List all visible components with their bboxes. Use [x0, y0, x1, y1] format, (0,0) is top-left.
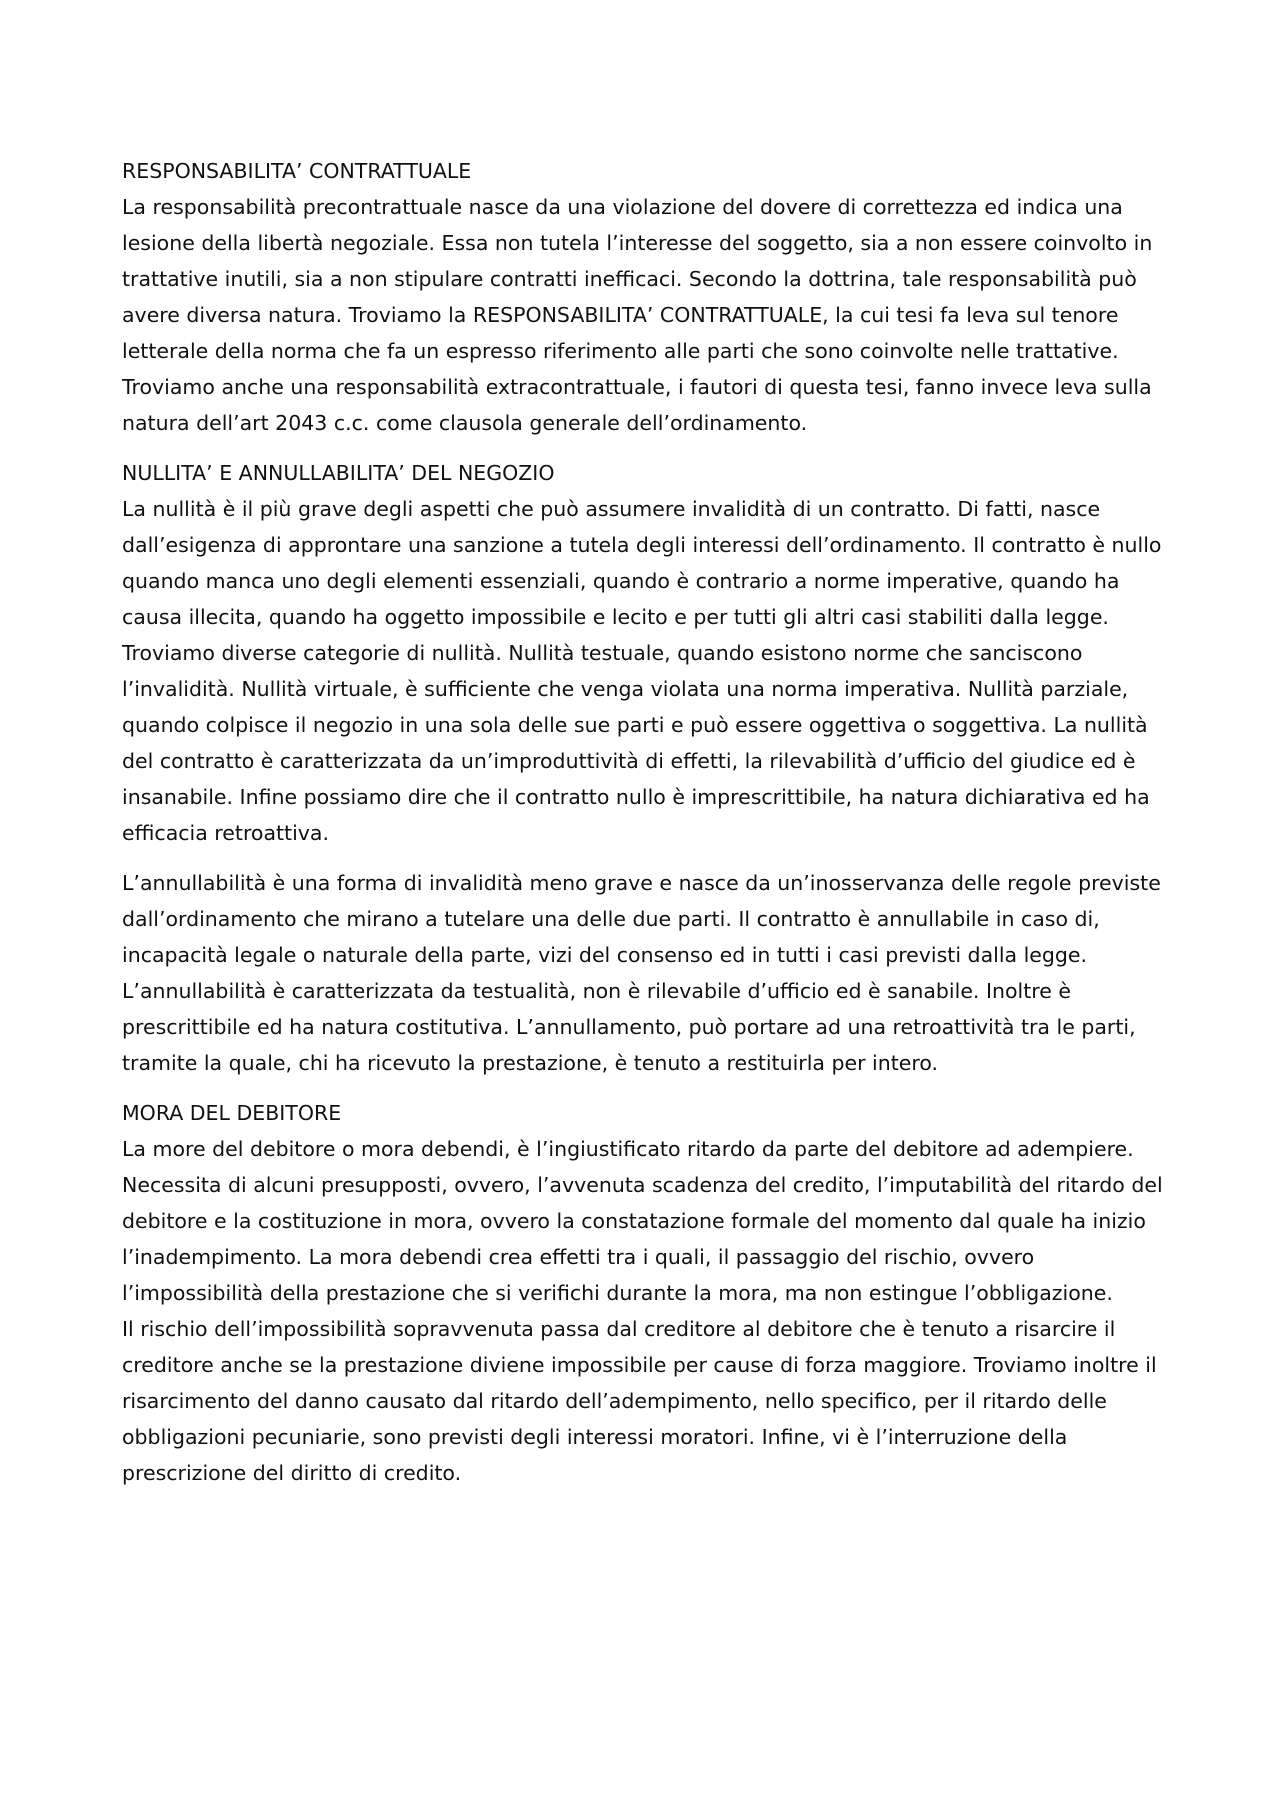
section-title: NULLITA’ E ANNULLABILITA’ DEL NEGOZIO	[122, 461, 555, 485]
section-responsabilita-contrattuale	[122, 153, 1172, 441]
paragraph: L’annullabilità è una forma di invalidità meno grave e nasce da un’inosservanza delle regole previste dall’ordinamento che mirano a tutelare una delle due parti. Il contratto è annullabile in caso di, incapacità legale o naturale della parte, vizi del consenso ed in tutti i casi previsti dalla legge. L’annullabilità è caratterizzata da testualità, non è rilevabile d’ufficio ed è sanabile. Inoltre è prescrittibile ed ha natura costitutiva. L’annullamento, può portare ad una retroattività tra le parti, tramite la quale, chi ha ricevuto la prestazione, è tenuto a restituirla per intero.	[122, 871, 1161, 1075]
section-nullita-annullabilita	[122, 455, 1172, 1081]
document-page	[122, 153, 1172, 1491]
paragraph: La nullità è il più grave degli aspetti che può assumere invalidità di un contratto. Di fatti, nasce dall’esigenza di approntare una sanzione a tutela degli interessi dell’ordinamento. Il contratto è nullo quando manca uno degli elementi essenziali, quando è contrario a norme imperative, quando ha causa illecita, quando ha oggetto impossibile e lecito e per tutti gli altri casi stabiliti dalla legge. Troviamo diverse categorie di nullità. Nullità testuale, quando esistono norme che sanciscono l’invalidità. Nullità virtuale, è sufficiente che venga violata una norma imperativa. Nullità parziale, quando colpisce il negozio in una sola delle sue parti e può essere oggettiva o soggettiva. La nullità del contratto è caratterizzata da un’improduttività di effetti, la rilevabilità d’ufficio del giudice ed è insanabile. Infine possiamo dire che il contratto nullo è imprescrittibile, ha natura dichiarativa ed ha efficacia retroattiva.	[122, 497, 1162, 845]
section-mora-debitore	[122, 1095, 1172, 1491]
section-title: RESPONSABILITA’ CONTRATTUALE	[122, 159, 472, 183]
paragraph: La responsabilità precontrattuale nasce da una violazione del dovere di correttezza ed indica una lesione della libertà negoziale. Essa non tutela l’interesse del soggetto, sia a non essere coinvolto in trattative inutili, sia a non stipulare contratti inefficaci. Secondo la dottrina, tale responsabilità può avere diversa natura. Troviamo la RESPONSABILITA’ CONTRATTUALE, la cui tesi fa leva sul tenore letterale della norma che fa un espresso riferimento alle parti che sono coinvolte nelle trattative. Troviamo anche una responsabilità extracontrattuale, i fautori di questa tesi, fanno invece leva sulla natura dell’art 2043 c.c. come clausola generale dell’ordinamento.	[122, 195, 1153, 435]
paragraph: Il rischio dell’impossibilità sopravvenuta passa dal creditore al debitore che è tenuto a risarcire il creditore anche se la prestazione diviene impossibile per cause di forza maggiore. Troviamo inoltre il risarcimento del danno causato dal ritardo dell’adempimento, nello specifico, per il ritardo delle obbligazioni pecuniarie, sono previsti degli interessi moratori. Infine, vi è l’interruzione della prescrizione del diritto di credito.	[122, 1317, 1157, 1485]
paragraph: La more del debitore o mora debendi, è l’ingiustificato ritardo da parte del debitore ad adempiere. Necessita di alcuni presupposti, ovvero, l’avvenuta scadenza del credito, l’imputabilità del ritardo del debitore e la costituzione in mora, ovvero la constatazione formale del momento dal quale ha inizio l’inadempimento. La mora debendi crea effetti tra i quali, il passaggio del rischio, ovvero l’impossibilità della prestazione che si verifichi durante la mora, ma non estingue l’obbligazione.	[122, 1137, 1163, 1305]
section-title: MORA DEL DEBITORE	[122, 1101, 342, 1125]
